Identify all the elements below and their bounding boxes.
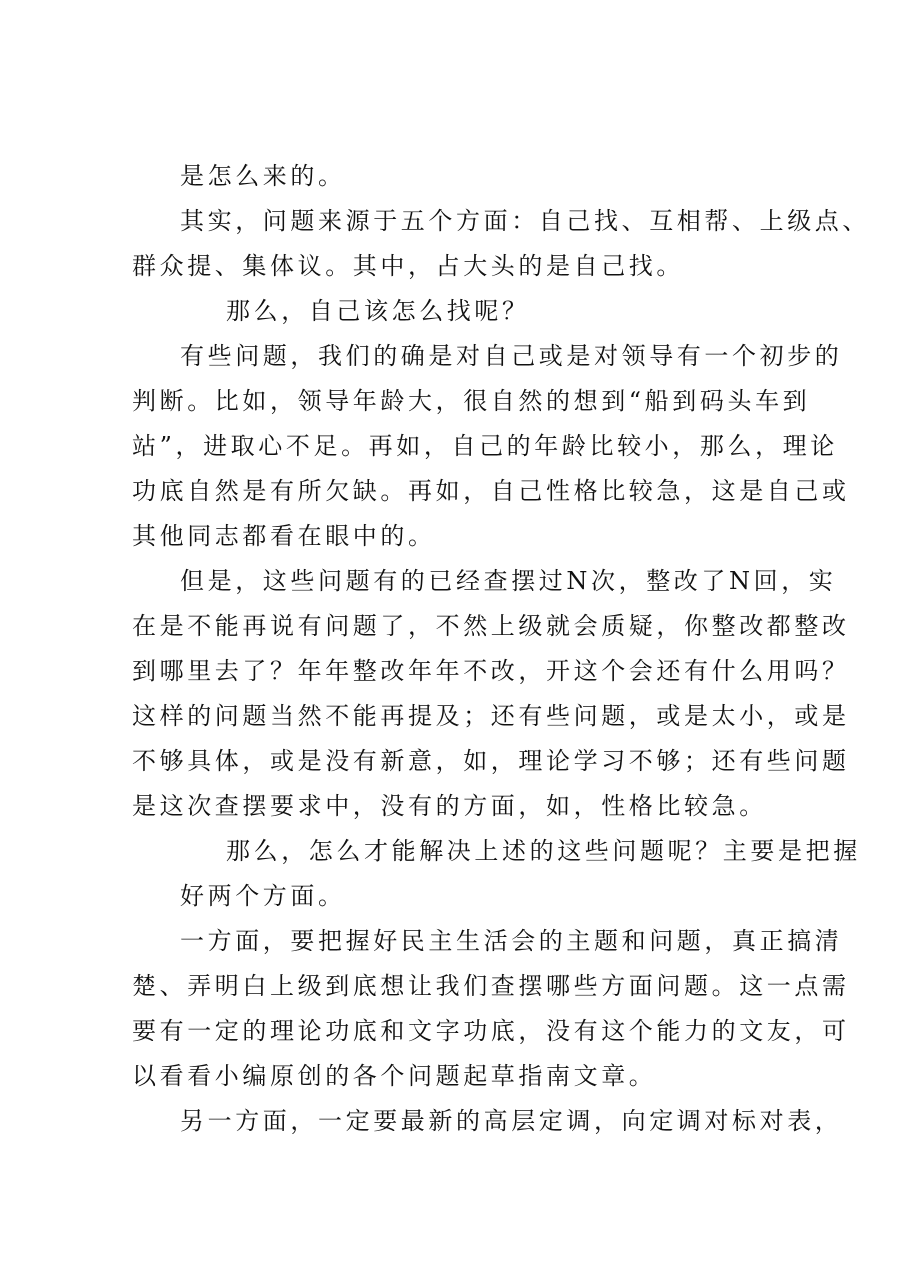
text-line: 判断。比如，领导年龄大，很自然的想到“船到码头车到	[132, 387, 811, 415]
text-line: 站”，进取心不足。再如，自己的年龄比较小，那么，理论	[132, 432, 838, 460]
text-line: 好两个方面。	[180, 882, 346, 910]
text-line: 功底自然是有所欠缺。再如，自己性格比较急，这是自己或	[132, 477, 850, 505]
text-line: 但是，这些问题有的已经查摆过N次，整改了N回，实	[180, 567, 837, 595]
text-line: 那么，怎么才能解决上述的这些问题呢？主要是把握	[226, 837, 861, 865]
text-line: 其实，问题来源于五个方面：自己找、互相帮、上级点、	[180, 207, 870, 235]
text-line: 一方面，要把握好民主生活会的主题和问题，真正搞清	[180, 927, 843, 955]
text-line: 要有一定的理论功底和文字功底，没有这个能力的文友，可	[132, 1017, 850, 1045]
text-line: 不够具体，或是没有新意，如，理论学习不够；还有些问题	[132, 747, 850, 775]
text-line: 到哪里去了？年年整改年年不改，开这个会还有什么用吗？	[132, 657, 850, 685]
text-line: 是这次查摆要求中，没有的方面，如，性格比较急。	[132, 792, 767, 820]
text-line: 群众提、集体议。其中，占大头的是自己找。	[132, 252, 684, 280]
text-line: 楚、弄明白上级到底想让我们查摆哪些方面问题。这一点需	[132, 972, 850, 1000]
text-line: 那么，自己该怎么找呢？	[226, 297, 530, 325]
text-line: 另一方面，一定要最新的高层定调，向定调对标对表，	[180, 1107, 843, 1135]
text-line: 以看看小编原创的各个问题起草指南文章。	[132, 1062, 657, 1090]
text-line: 在是不能再说有问题了，不然上级就会质疑，你整改都整改	[132, 612, 850, 640]
text-line: 有些问题，我们的确是对自己或是对领导有一个初步的	[180, 342, 843, 370]
text-line: 是怎么来的。	[180, 162, 346, 190]
text-line: 其他同志都看在眼中的。	[132, 522, 436, 550]
text-line: 这样的问题当然不能再提及；还有些问题，或是太小，或是	[132, 702, 850, 730]
